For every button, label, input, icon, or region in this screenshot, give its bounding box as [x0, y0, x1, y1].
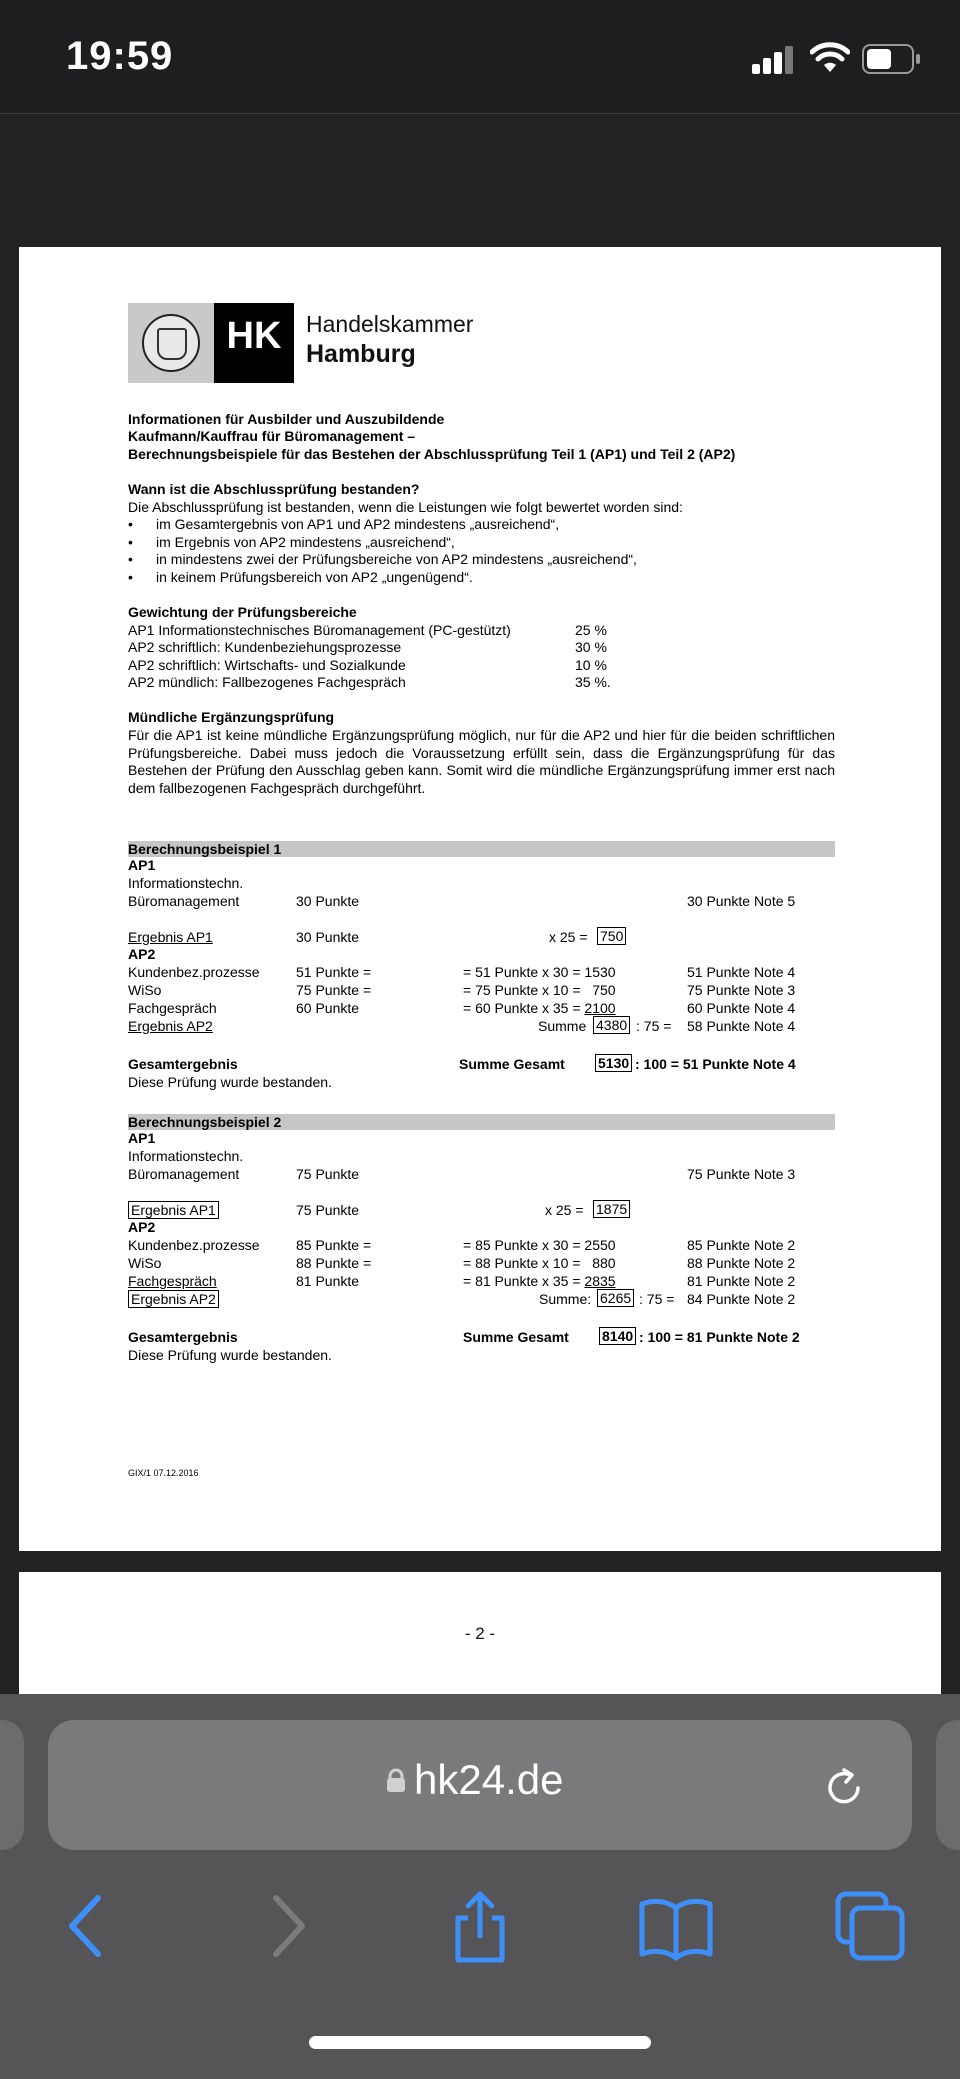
ex1-it-note: 30 Punkte Note 5 [687, 893, 796, 909]
ex1-row-calc: = 51 Punkte x 30 = 1530 [463, 964, 616, 980]
intro-line-3: Berechnungsbeispiele für das Bestehen der Abschlussprüfung Teil 1 (AP1) und Teil 2 (AP2) [128, 446, 736, 462]
ex2-it-label-2: Büromanagement [128, 1166, 240, 1182]
section-text-bestanden: Die Abschlussprüfung ist bestanden, wenn die Leistungen wie folgt bewertet worden sind: [128, 499, 683, 515]
ex1-it-points: 30 Punkte [296, 893, 360, 909]
ex2-ergebnis-ap2: Ergebnis AP2 [128, 1290, 219, 1308]
ex2-ergebnis-ap1: Ergebnis AP1 [128, 1201, 219, 1219]
ex2-ap2-label: AP2 [128, 1219, 156, 1235]
ex1-summe-note: 58 Punkte Note 4 [687, 1018, 796, 1034]
ex1-row-calc: = 60 Punkte x 35 = [463, 1000, 585, 1016]
ex1-it-label-1: Informationstechn. [128, 875, 244, 891]
ex2-row-calc: = 85 Punkte x 30 = 2550 [463, 1237, 616, 1253]
status-bar [0, 0, 960, 114]
ex1-summe-box [593, 1017, 630, 1035]
ex2-gesamt-value: 8140 [599, 1327, 636, 1345]
ex1-summe-gesamt-label: Summe Gesamt [459, 1056, 565, 1072]
ex1-passed: Diese Prüfung wurde bestanden. [128, 1074, 332, 1090]
weight-name: AP2 schriftlich: Kundenbeziehungsprozesse [128, 639, 402, 655]
ex1-gesamt-label: Gesamtergebnis [128, 1056, 238, 1072]
ex1-gesamt-value: 5130 [595, 1054, 632, 1072]
next-tab-card[interactable] [936, 1720, 960, 1850]
ex2-row-name: Fachgespräch [128, 1273, 217, 1289]
ex2-summe-div: : 75 = [639, 1291, 675, 1307]
bullet-item: in keinem Prüfungsbereich von AP2 „ungenügend“. [156, 569, 473, 585]
ex1-ap2-label: AP2 [128, 946, 156, 962]
ex1-row-calc-result: 2100 [584, 1000, 616, 1016]
ex2-row-points: 85 Punkte = [296, 1237, 372, 1253]
ex1-row-note: 51 Punkte Note 4 [687, 964, 796, 980]
bullet-item: im Gesamtergebnis von AP1 und AP2 mindestens „ausreichend“, [156, 516, 560, 532]
ex2-row-points: 81 Punkte [296, 1273, 360, 1289]
ex1-summe-value: 4380 [593, 1016, 630, 1034]
ex1-summe-label: Summe [538, 1018, 587, 1034]
battery-icon [862, 44, 922, 74]
weight-pct: 35 %. [575, 674, 611, 690]
ex2-row-calc-wrap [463, 1273, 616, 1291]
ex2-row-note: 85 Punkte Note 2 [687, 1237, 796, 1253]
example-1-title: Berechnungsbeispiel 1 [128, 841, 835, 857]
bullet-dot: • [128, 551, 133, 567]
bullet-dot: • [128, 534, 133, 550]
ex2-it-label-1: Informationstechn. [128, 1148, 244, 1164]
ex1-row-points: 60 Punkte [296, 1000, 360, 1016]
ex2-row-calc-result: 2835 [584, 1273, 616, 1289]
ex1-ap1-value-box [597, 928, 626, 946]
ex2-row-calc: = 81 Punkte x 35 = [463, 1273, 585, 1289]
weight-name: AP2 mündlich: Fallbezogenes Fachgespräch [128, 674, 406, 690]
section-title-bestanden: Wann ist die Abschlussprüfung bestanden? [128, 481, 420, 497]
ex2-row-points: 88 Punkte = [296, 1255, 372, 1271]
browser-toolbar [0, 1694, 960, 2079]
ex2-it-points: 75 Punkte [296, 1166, 360, 1182]
ex1-ergebnis-ap1: Ergebnis AP1 [128, 929, 213, 945]
back-icon[interactable] [48, 1888, 124, 1964]
ex1-summe-div: : 75 = [636, 1018, 672, 1034]
ex2-ergebnis-ap1-calc: x 25 = [545, 1202, 584, 1218]
ex2-gesamt-box [599, 1328, 636, 1346]
intro-line-1: Informationen für Ausbilder und Auszubildende [128, 411, 445, 427]
ex2-ap1-label: AP1 [128, 1130, 156, 1146]
ex2-row-name: Kundenbez.prozesse [128, 1237, 260, 1253]
bullet-item: im Ergebnis von AP2 mindestens „ausreichend“, [156, 534, 455, 550]
ex1-it-label-2: Büromanagement [128, 893, 240, 909]
bullet-item: in mindestens zwei der Prüfungsbereiche von AP2 mindestens „ausreichend“, [156, 551, 637, 567]
ex1-ergebnis-ap2: Ergebnis AP2 [128, 1018, 213, 1034]
weight-name: AP1 Informationstechnisches Büromanagement (PC-gestützt) [128, 622, 511, 638]
page-number: - 2 - [464, 1624, 496, 1643]
section-title-gewichtung: Gewichtung der Prüfungsbereiche [128, 604, 357, 620]
ex2-summe-box [597, 1290, 634, 1308]
example-2-title: Berechnungsbeispiel 2 [128, 1114, 835, 1130]
ex1-gesamt-result: : 100 = 51 Punkte Note 4 [635, 1056, 796, 1072]
section-text-muendlich: Für die AP1 ist keine mündliche Ergänzungsprüfung möglich, nur für die AP2 und hier für die beiden schriftlichen Prüfungsbereiche. Dabei muss jedoch die Voraussetzung erfüllt sein, dass die Ergänzungsprüfung für das Bestehen der Prüfung den Ausschlag geben kann. Somit wird die mündliche Ergänzungsprüfung immer erst nach dem fallbezogenen Fachgespräch durchgeführt. [128, 727, 835, 796]
lock-icon [384, 1768, 408, 1792]
wifi-icon [810, 40, 850, 74]
ex2-summe-note: 84 Punkte Note 2 [687, 1291, 796, 1307]
intro-line-2: Kaufmann/Kauffrau für Büromanagement – [128, 428, 416, 444]
ex2-gesamt-label: Gesamtergebnis [128, 1329, 238, 1345]
ex2-ap1-value-box [593, 1201, 630, 1219]
weight-pct: 10 % [575, 657, 607, 673]
hk-logo [128, 303, 578, 383]
section-title-muendlich: Mündliche Ergänzungsprüfung [128, 709, 335, 725]
bookmarks-icon[interactable] [638, 1888, 714, 1964]
ex2-row-calc: = 88 Punkte x 10 = 880 [463, 1255, 616, 1271]
ex2-it-note: 75 Punkte Note 3 [687, 1166, 796, 1182]
ex2-ergebnis-ap1-points: 75 Punkte [296, 1202, 360, 1218]
ex1-row-calc-wrap [463, 1000, 616, 1018]
pdf-page-2 [19, 1572, 941, 1702]
logo-name-line1: Handelskammer [306, 311, 474, 337]
ex2-summe-value: 6265 [597, 1289, 634, 1307]
cellular-signal-icon [752, 44, 796, 74]
ex1-row-points: 51 Punkte = [296, 964, 372, 980]
weight-pct: 30 % [575, 639, 607, 655]
ex1-row-note: 60 Punkte Note 4 [687, 1000, 796, 1016]
ex2-passed: Diese Prüfung wurde bestanden. [128, 1347, 332, 1363]
ex1-row-note: 75 Punkte Note 3 [687, 982, 796, 998]
weight-pct: 25 % [575, 622, 607, 638]
hamburg-seal-icon [128, 303, 214, 383]
ex1-row-name: Fachgespräch [128, 1000, 217, 1016]
reload-icon[interactable] [820, 1764, 868, 1812]
ex2-ap1-value: 1875 [593, 1200, 630, 1218]
ex2-summe-label: Summe: [539, 1291, 592, 1307]
ex1-ergebnis-ap1-points: 30 Punkte [296, 929, 360, 945]
ex2-gesamt-result: : 100 = 81 Punkte Note 2 [639, 1329, 800, 1345]
share-icon[interactable] [442, 1888, 518, 1964]
bullet-dot: • [128, 569, 133, 585]
ex2-summe-gesamt-label: Summe Gesamt [463, 1329, 569, 1345]
ex1-ap1-value: 750 [597, 927, 626, 945]
pdf-page-1 [19, 247, 941, 1551]
ex2-row-name: WiSo [128, 1255, 162, 1271]
home-indicator[interactable] [309, 2036, 651, 2049]
ex1-row-name: WiSo [128, 982, 162, 998]
address-bar[interactable] [48, 1720, 912, 1850]
logo-hk: HK [214, 303, 294, 383]
ex1-ap1-label: AP1 [128, 857, 156, 873]
bullet-dot: • [128, 516, 133, 532]
footer-code: GIX/1 07.12.2016 [128, 1468, 199, 1478]
previous-tab-card[interactable] [0, 1720, 24, 1850]
url-text[interactable]: hk24.de [414, 1756, 564, 1803]
weight-name: AP2 schriftlich: Wirtschafts- und Sozialkunde [128, 657, 406, 673]
logo-name-line2: Hamburg [306, 340, 416, 368]
ex2-row-note: 88 Punkte Note 2 [687, 1255, 796, 1271]
ex2-ergebnis-ap1-box [128, 1202, 219, 1220]
ex1-gesamt-box [595, 1055, 632, 1073]
ex1-row-points: 75 Punkte = [296, 982, 372, 998]
forward-icon[interactable] [250, 1888, 326, 1964]
ex2-row-note: 81 Punkte Note 2 [687, 1273, 796, 1289]
status-time: 19:59 [66, 34, 174, 78]
ex2-ergebnis-ap2-box [128, 1291, 219, 1309]
ex1-row-calc: = 75 Punkte x 10 = 750 [463, 982, 616, 998]
ex1-row-name: Kundenbez.prozesse [128, 964, 260, 980]
tabs-icon[interactable] [832, 1888, 908, 1964]
ex1-ergebnis-ap1-calc: x 25 = [549, 929, 588, 945]
